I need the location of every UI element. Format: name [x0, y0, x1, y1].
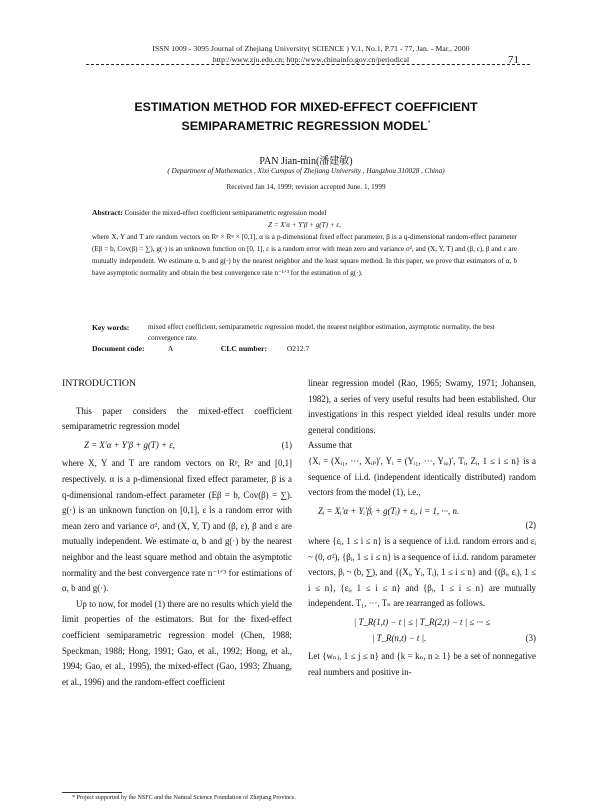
section-heading-introduction: INTRODUCTION [62, 378, 137, 389]
equation-2-number: (2) [525, 520, 536, 531]
equation-3-line-1 [308, 615, 536, 631]
equation-1-number: (1) [281, 439, 292, 450]
header-rule [86, 64, 530, 65]
right-column [308, 376, 536, 680]
paper-title [70, 100, 542, 134]
left-column [62, 376, 292, 690]
journal-citation-line: ISSN 1009 - 3095 Journal of Zhejiang University( SCIENCE ) V.1, No.1, P.71 - 77, Jan. - Mar., 2000 [152, 44, 470, 53]
equation-1-text: Z = X′α + Y′β + g(T) + ε, [84, 439, 175, 450]
clc-number-label: CLC number: [220, 344, 267, 353]
received-dates: Received Jan 14, 1999; revision accepted June. 1, 1999 [226, 183, 386, 191]
document-code-label: Document code: [92, 344, 145, 353]
footnote-rule [62, 792, 122, 793]
page-number: 71 [508, 54, 519, 66]
right-paragraph-4: Let {wₙⱼ, 1 ≤ j ≤ n} and {k = kₙ, n ≥ 1} be a set of nonnegative real numbers and positive in- [308, 651, 536, 677]
journal-url-line: http://www.zju.edu.cn; http://www.chinainfo.gov.cn/periodical [212, 55, 410, 64]
footnote: * Project supported by the NSFC and the Natural Science Foundation of Zhejiang Province. [72, 795, 297, 801]
keywords-label: Key words: [92, 323, 130, 332]
equation-2 [308, 504, 536, 520]
right-paragraph-3: where {εᵢ, 1 ≤ i ≤ n} is a sequence of i.i.d. random errors and εᵢ ~ (0, σ²), {βᵢ, 1 ≤ i ≤ n} is a sequence of i.i.d. random parameter vectors, βᵢ ~ (b, ∑), and {(Xᵢ, Yᵢ, Tᵢ), 1 ≤ i ≤ n} and {(βᵢ, εᵢ), 1 ≤ i ≤ n}, {εᵢ, 1 ≤ i ≤ n} and {βᵢ, 1 ≤ i ≤ n} are mutually independent. T₁, ···, Tₙ are rearranged as follows. [308, 535, 536, 609]
equation-1 [62, 438, 292, 454]
equation-2-text: Zᵢ = Xᵢ′α + Yᵢ′βᵢ + g(Tᵢ) + εᵢ, i = 1, ···, n. [318, 505, 460, 516]
assume-line: Assume that [308, 440, 353, 451]
author-name: PAN Jian-min(潘建敏) [259, 156, 353, 167]
intro-paragraph-3: Up to now, for model (1) there are no results which yield the limit properties of the estimators. But for the fixed-effect coefficient semiparametric regression model (Chen, 1988; Speckman, 1988; Hong, 1991; Gao, et al., 1992; Hong, et al., 1994; Gao, et al., 1995), the mixed-effect (Gao, 1993; Zhuang, et al., 1996) and the random-effect coefficient [62, 598, 292, 687]
intro-paragraph-1: This paper considers the mixed-effect coefficient semiparametric regression model [62, 405, 292, 432]
equation-3-line-2 [308, 631, 536, 647]
abstract-equation: Z = X′α + Y′β + g(T) + ε, [268, 221, 341, 229]
abstract-intro: Consider the mixed-effect coefficient semiparametric regression model [124, 209, 327, 217]
abstract-body: where X, Y and T are random vectors on Rᵖ × Rᵠ × [0,1], α is a p-dimensional fixed effect parameter, β is a q-dimensional random-effect parameter (Eβ = b, Cov(β) = ∑), g(·) is an unknown function on [0, 1], ε is a random error with mean zero and variance σ², and (X, Y, T) and (β, ε), β and ε are mutually independent. We estimate α, b and g(·) by the nearest neighbor and the least square method. In this paper, we prove that estimators of α, b have asymptotic normality and obtain the best convergence rate n⁻¹ᐟ³ for the estimation of g(·). [92, 233, 517, 277]
equation-3b-text: | T_R(n,t) − t |. [372, 632, 427, 643]
equation-3a-text: | T_R(1,t) − t | ≤ | T_R(2,t) − t | ≤ ··· ≤ [353, 616, 491, 627]
title-footnote-mark: * [427, 119, 431, 127]
intro-paragraph-2: where X, Y and T are random vectors on Rᵖ, Rᵠ and [0,1] respectively. α is a p-dimensional fixed effect parameter, β is a q-dimensional random-effect parameter (Eβ = b, Cov(β) = ∑). g(·) is an unknown function on [0,1], ε is a random error with mean zero and variance σ², and (X, Y, T) and (β, ε), β and ε are mutually independent. We estimate α, b and g(·) by the nearest neighbor and the least square method and obtain the asymptotic normality and the best convergence rate n⁻¹ᐟ³ for estimations of α, b and g(·). [62, 458, 292, 594]
keywords [92, 322, 517, 342]
clc-number-value: O212.7 [286, 344, 310, 353]
journal-header [96, 43, 526, 65]
title-line-1: ESTIMATION METHOD FOR MIXED-EFFECT COEFFICIENT [134, 100, 478, 114]
abstract [92, 207, 517, 279]
equation-3-number: (3) [525, 632, 536, 643]
right-paragraph-1: linear regression model (Rao, 1965; Swamy, 1971; Johansen, 1982), a series of very useful results had been established. Our investigations in this respect yielded ideal results under more general conditions. [308, 378, 536, 435]
classification-codes [92, 344, 309, 353]
right-paragraph-2: {Xᵢ = (Xᵢ₁, ···, Xᵢₚ)′, Yᵢ = (Yᵢ₁, ···, Yᵢᵩ)′, Tᵢ, Zᵢ, 1 ≤ i ≤ n} is a sequence of i.i.d. (independent identically distributed) random vectors from the model (1), i.e., [308, 455, 536, 498]
title-line-2 [70, 116, 542, 135]
abstract-intro-line [92, 207, 517, 219]
document-code-value: A [167, 344, 173, 353]
author-affiliation: ( Department of Mathematics , Xixi Campus of Zhejiang University , Hangzhou 310028 , China) [167, 167, 445, 175]
title-line-2-text: SEMIPARAMETRIC REGRESSION MODEL [181, 118, 428, 133]
abstract-label: Abstract: [92, 208, 123, 217]
keywords-text: mixed effect coefficient, semiparametric regression model, the nearest neighbor estimation, asymptotic normality, the best convergence rate. [148, 323, 495, 342]
